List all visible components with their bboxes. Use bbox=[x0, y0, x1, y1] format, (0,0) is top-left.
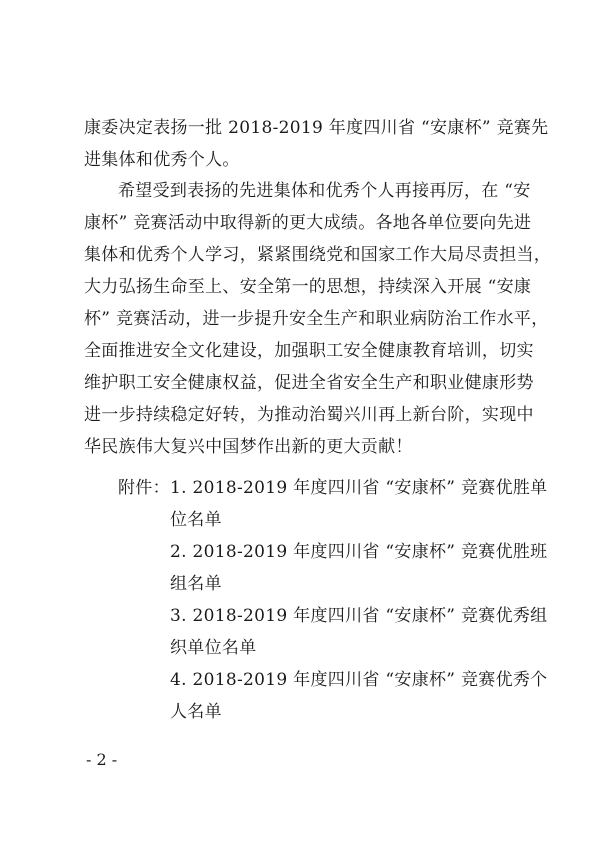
text-line: 大力弘扬生命至上、安全第一的思想，持续深入开展 “安康 bbox=[84, 277, 532, 297]
attachment-line-continued: 人名单 bbox=[170, 702, 222, 722]
attachment-line-continued: 组名单 bbox=[170, 574, 222, 594]
text-line: 集体和优秀个人学习，紧紧围绕党和国家工作大局尽责担当， bbox=[84, 245, 552, 265]
attachment-item bbox=[170, 536, 548, 600]
attachment-item bbox=[170, 664, 548, 728]
attachment-line-continued: 位名单 bbox=[170, 510, 222, 530]
text-line: 维护职工安全健康权益，促进全省安全生产和职业健康形势 bbox=[84, 373, 534, 393]
text-line: 华民族伟大复兴中国梦作出新的更大贡献！ bbox=[84, 437, 413, 457]
body-paragraph-1 bbox=[84, 112, 549, 176]
text-line: 希望受到表扬的先进集体和优秀个人再接再厉，在 “安 bbox=[118, 181, 531, 201]
text-line: 康委决定表扬一批 2018-2019 年度四川省 “安康杯” 竞赛先 bbox=[84, 118, 549, 138]
body-paragraph-2 bbox=[84, 175, 552, 463]
text-line: 全面推进安全文化建设，加强职工安全健康教育培训，切实 bbox=[84, 341, 534, 361]
attachment-line: 4. 2018-2019 年度四川省 “安康杯” 竞赛优秀个 bbox=[170, 670, 548, 690]
attachment-line: 3. 2018-2019 年度四川省 “安康杯” 竞赛优秀组 bbox=[170, 606, 548, 626]
page-number: - 2 - bbox=[86, 750, 118, 769]
text-line: 杯” 竞赛活动，进一步提升安全生产和职业病防治工作水平， bbox=[84, 309, 549, 329]
attachment-line-continued: 织单位名单 bbox=[170, 638, 257, 658]
text-line: 进一步持续稳定好转，为推动治蜀兴川再上新台阶，实现中 bbox=[84, 405, 534, 425]
attachment-line: 2. 2018-2019 年度四川省 “安康杯” 竞赛优胜班 bbox=[170, 542, 548, 562]
text-line: 康杯” 竞赛活动中取得新的更大成绩。各地各单位要向先进 bbox=[84, 213, 532, 233]
attachment-line: 1. 2018-2019 年度四川省 “安康杯” 竞赛优胜单 bbox=[170, 478, 548, 498]
attachments-label: 附件： bbox=[118, 478, 170, 498]
text-line: 进集体和优秀个人。 bbox=[84, 150, 240, 170]
attachment-item bbox=[170, 600, 548, 664]
attachment-item bbox=[170, 472, 548, 536]
